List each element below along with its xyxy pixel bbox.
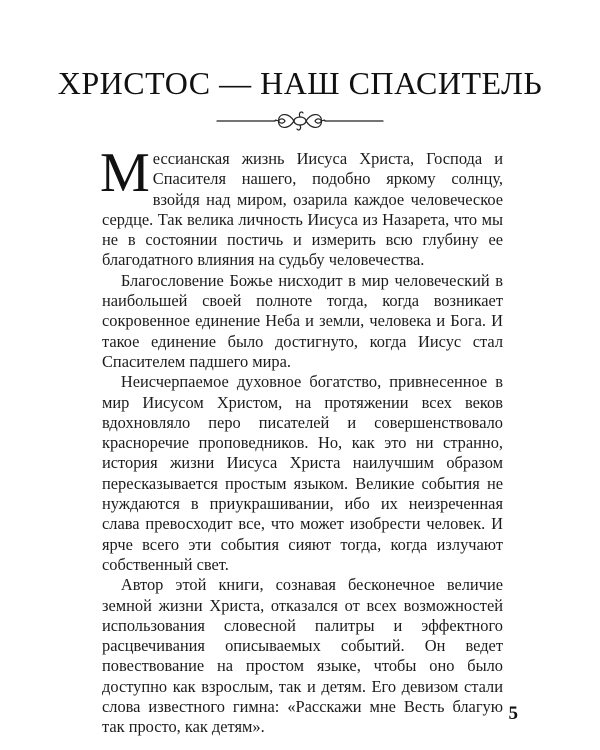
chapter-title: ХРИСТОС — НАШ СПАСИТЕЛЬ xyxy=(57,65,543,101)
paragraph-2: Благословение Божье нисходит в мир человеческий в наибольшей своей полноте тогда, когда возникает сокровенное единение Неба и земли, человека и Бога. И такое единение было достигнуто, когда Иисус стал Спасителем падшего мира. xyxy=(102,270,503,371)
paragraph-1 xyxy=(100,142,503,271)
paragraph-1-text: ессианская жизнь Иисуса Христа, Господа и Спасителя нашего, подобно яркому солнцу, взойдя над миром, озарила каждое человеческое сердце. Так велика личность Иисуса из Назарета, что мы не в состоянии постичь и измерить всю глубину ее благодатного влияния на судьбу человечества. xyxy=(102,149,503,270)
page-number: 5 xyxy=(508,703,518,724)
flourish-divider-icon xyxy=(215,107,385,135)
paragraph-4: Автор этой книги, сознавая бесконечное величие земной жизни Христа, отказался от всех возможностей использования словесной палитры и эффектного расцвечивания описываемых событий. Он ведет повествование на простом языке, чтобы оно было доступно как взрослым, так и детям. Его девизом стали слова известного гимна: «Расскажи мне Весть благую так просто, как детям». xyxy=(102,575,503,737)
paragraph-3: Неисчерпаемое духовное богатство, привнесенное в мир Иисусом Христом, на протяжении всех веков вдохновляло перо писателей и совершенствовало красноречие проповедников. Но, как это ни странно, история жизни Иисуса Христа наилучшим образом пересказывается простым языком. Великие события не нуждаются в приукрашивании, ибо их неизреченная слава превосходит все, что может изобрести человек. И ярче всего эти события сияют тогда, когда излучают собственный свет. xyxy=(102,372,503,574)
drop-cap: М xyxy=(100,142,150,204)
body-text xyxy=(100,142,503,738)
